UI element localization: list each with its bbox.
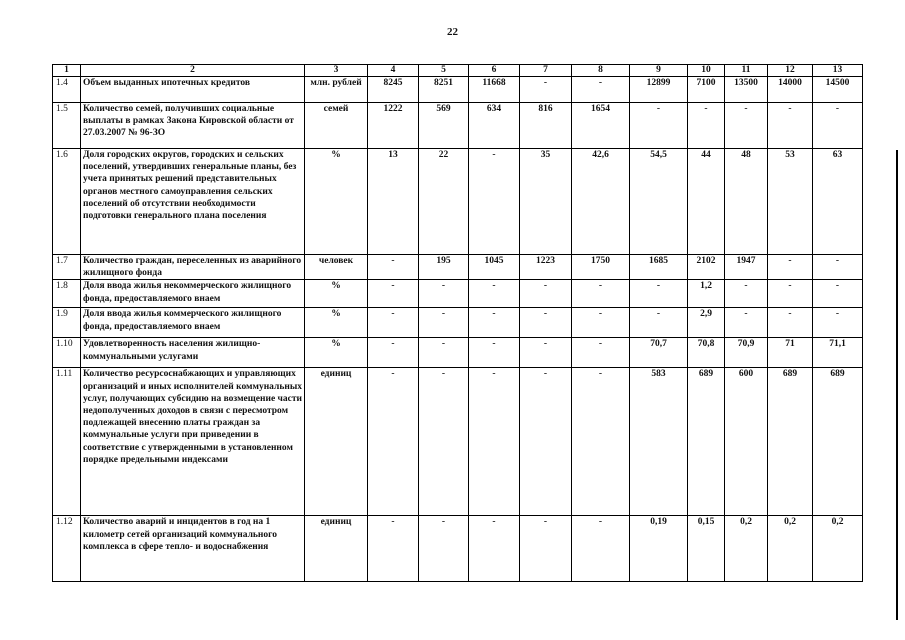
table-row [53, 149, 863, 255]
value-cell: - [520, 368, 572, 516]
value-cell: 1222 [368, 103, 419, 149]
value-cell: 11668 [469, 77, 520, 103]
value-cell: - [572, 308, 630, 338]
value-cell: - [419, 280, 469, 308]
row-number: 1.5 [53, 103, 81, 149]
value-cell: 35 [520, 149, 572, 255]
value-cell: 1947 [725, 255, 768, 280]
column-header: 1 [53, 65, 81, 77]
value-cell: 63 [813, 149, 863, 255]
value-cell: 1654 [572, 103, 630, 149]
value-cell: - [520, 77, 572, 103]
value-cell: - [688, 103, 725, 149]
value-cell: 0,2 [813, 516, 863, 582]
row-number: 1.9 [53, 308, 81, 338]
value-cell: 600 [725, 368, 768, 516]
value-cell: 42,6 [572, 149, 630, 255]
indicator-name: Доля городских округов, городских и сельских поселений, утвердивших генеральные планы, без учета принятых решений представительных органов местного самоуправления сельских поселений об отсутствии необходимости подготовки генерального плана поселения [81, 149, 305, 255]
table-row [53, 308, 863, 338]
value-cell: - [469, 338, 520, 368]
table-body [53, 65, 863, 582]
table-row [53, 516, 863, 582]
value-cell: 0,19 [630, 516, 688, 582]
column-header: 2 [81, 65, 305, 77]
value-cell: 53 [768, 149, 813, 255]
indicator-name: Количество ресурсоснабжающих и управляющих организаций и иных исполнителей коммунальных услуг, получающих субсидию на возмещение части недополученных доходов в связи с пересмотром подлежащей внесению платы граждан за коммунальные услуги при приведении в соответствие с утвержденными в установленном порядке предельными индексами [81, 368, 305, 516]
indicator-name: Количество семей, получивших социальные выплаты в рамках Закона Кировской области от 27.03.2007 № 96-ЗО [81, 103, 305, 149]
value-cell: - [572, 280, 630, 308]
value-cell: - [520, 338, 572, 368]
value-cell: 569 [419, 103, 469, 149]
value-cell: - [572, 338, 630, 368]
indicators-table [52, 64, 863, 582]
value-cell: - [813, 280, 863, 308]
indicator-name: Объем выданных ипотечных кредитов [81, 77, 305, 103]
value-cell: - [768, 308, 813, 338]
value-cell: 71,1 [813, 338, 863, 368]
value-cell: - [630, 280, 688, 308]
value-cell: - [469, 280, 520, 308]
table-row [53, 103, 863, 149]
value-cell: 689 [688, 368, 725, 516]
value-cell: 14000 [768, 77, 813, 103]
value-cell: - [768, 255, 813, 280]
value-cell: 689 [813, 368, 863, 516]
indicator-name: Количество аварий и инцидентов в год на 1 километр сетей организаций коммунального комплекса в сфере тепло- и водоснабжения [81, 516, 305, 582]
value-cell: - [419, 516, 469, 582]
value-cell: 71 [768, 338, 813, 368]
value-cell: 13 [368, 149, 419, 255]
value-cell: - [368, 338, 419, 368]
value-cell: 1685 [630, 255, 688, 280]
row-number: 1.7 [53, 255, 81, 280]
value-cell: 1,2 [688, 280, 725, 308]
column-header: 12 [768, 65, 813, 77]
row-number: 1.10 [53, 338, 81, 368]
value-cell: - [520, 516, 572, 582]
value-cell: 12899 [630, 77, 688, 103]
value-cell: 1223 [520, 255, 572, 280]
value-cell: - [368, 280, 419, 308]
table-row [53, 255, 863, 280]
value-cell: - [368, 308, 419, 338]
value-cell: 0,2 [725, 516, 768, 582]
row-number: 1.8 [53, 280, 81, 308]
value-cell: - [469, 149, 520, 255]
value-cell: 14500 [813, 77, 863, 103]
value-cell: - [572, 516, 630, 582]
column-header: 13 [813, 65, 863, 77]
column-header: 3 [305, 65, 368, 77]
value-cell: 195 [419, 255, 469, 280]
value-cell: 1045 [469, 255, 520, 280]
value-cell: - [469, 368, 520, 516]
value-cell: 2,9 [688, 308, 725, 338]
column-header: 10 [688, 65, 725, 77]
value-cell: - [368, 255, 419, 280]
indicator-name: Удовлетворенность населения жилищно-коммунальными услугами [81, 338, 305, 368]
column-header: 5 [419, 65, 469, 77]
value-cell: 54,5 [630, 149, 688, 255]
unit-cell: % [305, 308, 368, 338]
scan-edge-line [896, 150, 898, 620]
unit-cell: млн. рублей [305, 77, 368, 103]
table-row [53, 368, 863, 516]
value-cell: 13500 [725, 77, 768, 103]
unit-cell: единиц [305, 516, 368, 582]
value-cell: - [813, 255, 863, 280]
value-cell: - [419, 308, 469, 338]
value-cell: 7100 [688, 77, 725, 103]
table-row [53, 338, 863, 368]
value-cell: 44 [688, 149, 725, 255]
column-header: 6 [469, 65, 520, 77]
value-cell: 0,2 [768, 516, 813, 582]
value-cell: 2102 [688, 255, 725, 280]
value-cell: - [469, 308, 520, 338]
value-cell: 816 [520, 103, 572, 149]
value-cell: - [630, 103, 688, 149]
value-cell: - [520, 308, 572, 338]
value-cell: 634 [469, 103, 520, 149]
value-cell: 1750 [572, 255, 630, 280]
value-cell: 48 [725, 149, 768, 255]
value-cell: - [572, 77, 630, 103]
indicator-name: Доля ввода жилья коммерческого жилищного фонда, предоставляемого внаем [81, 308, 305, 338]
column-header: 8 [572, 65, 630, 77]
row-number: 1.12 [53, 516, 81, 582]
column-header: 7 [520, 65, 572, 77]
value-cell: 8245 [368, 77, 419, 103]
value-cell: - [368, 516, 419, 582]
value-cell: 689 [768, 368, 813, 516]
value-cell: - [572, 368, 630, 516]
value-cell: 22 [419, 149, 469, 255]
value-cell: 70,7 [630, 338, 688, 368]
value-cell: - [419, 368, 469, 516]
column-header: 4 [368, 65, 419, 77]
value-cell: - [768, 280, 813, 308]
value-cell: 70,8 [688, 338, 725, 368]
value-cell: 583 [630, 368, 688, 516]
unit-cell: % [305, 338, 368, 368]
value-cell: - [469, 516, 520, 582]
value-cell: 70,9 [725, 338, 768, 368]
value-cell: - [813, 308, 863, 338]
value-cell: - [630, 308, 688, 338]
page-number: 22 [447, 26, 458, 38]
indicator-name: Количество граждан, переселенных из аварийного жилищного фонда [81, 255, 305, 280]
table-row [53, 280, 863, 308]
value-cell: - [813, 103, 863, 149]
row-number: 1.6 [53, 149, 81, 255]
value-cell: - [520, 280, 572, 308]
unit-cell: семей [305, 103, 368, 149]
unit-cell: человек [305, 255, 368, 280]
column-header: 9 [630, 65, 688, 77]
column-header: 11 [725, 65, 768, 77]
value-cell: - [419, 338, 469, 368]
value-cell: - [725, 308, 768, 338]
unit-cell: % [305, 149, 368, 255]
row-number: 1.4 [53, 77, 81, 103]
table-row [53, 77, 863, 103]
value-cell: - [768, 103, 813, 149]
unit-cell: единиц [305, 368, 368, 516]
value-cell: 0,15 [688, 516, 725, 582]
unit-cell: % [305, 280, 368, 308]
value-cell: - [725, 280, 768, 308]
row-number: 1.11 [53, 368, 81, 516]
value-cell: 8251 [419, 77, 469, 103]
header-row [53, 65, 863, 77]
value-cell: - [725, 103, 768, 149]
indicator-name: Доля ввода жилья некоммерческого жилищного фонда, предоставляемого внаем [81, 280, 305, 308]
value-cell: - [368, 368, 419, 516]
